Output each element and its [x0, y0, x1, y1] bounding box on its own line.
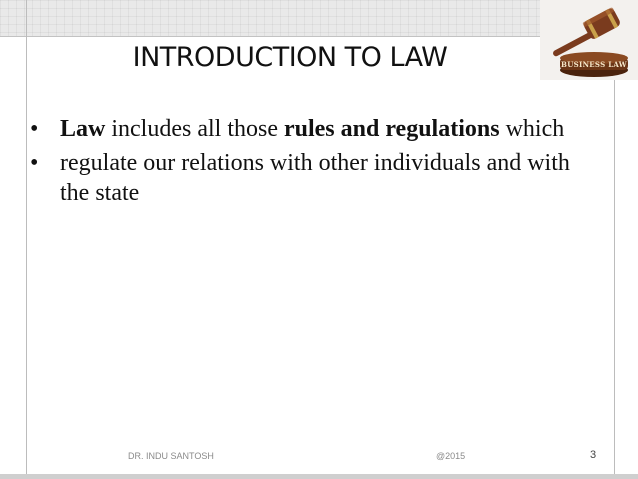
- bullet-item: [22, 148, 597, 208]
- logo-label: BUSINESS LAW: [561, 60, 627, 69]
- bullet-item: [22, 114, 597, 144]
- bullet-dot-icon: •: [30, 150, 39, 176]
- bullet-bold-text: Law: [60, 116, 106, 142]
- bullet-text: regulate our relations with other individuals and with the state: [60, 150, 570, 206]
- footer-date: @2015: [436, 451, 466, 461]
- bullet-text: which: [499, 116, 565, 142]
- page-title: INTRODUCTION TO LAW: [132, 42, 448, 73]
- page-number: 3: [590, 449, 597, 461]
- bullet-dot-icon: •: [30, 116, 39, 142]
- bullet-text: includes all those: [105, 116, 284, 142]
- business-law-logo: [540, 0, 638, 80]
- footer-author: DR. INDU SANTOSH: [128, 451, 214, 461]
- bottom-band: [0, 474, 638, 479]
- gavel-icon: [540, 0, 638, 80]
- left-border-line: [26, 0, 27, 479]
- bullet-list: [22, 114, 597, 212]
- bullet-bold-text: rules and regulations: [283, 116, 500, 142]
